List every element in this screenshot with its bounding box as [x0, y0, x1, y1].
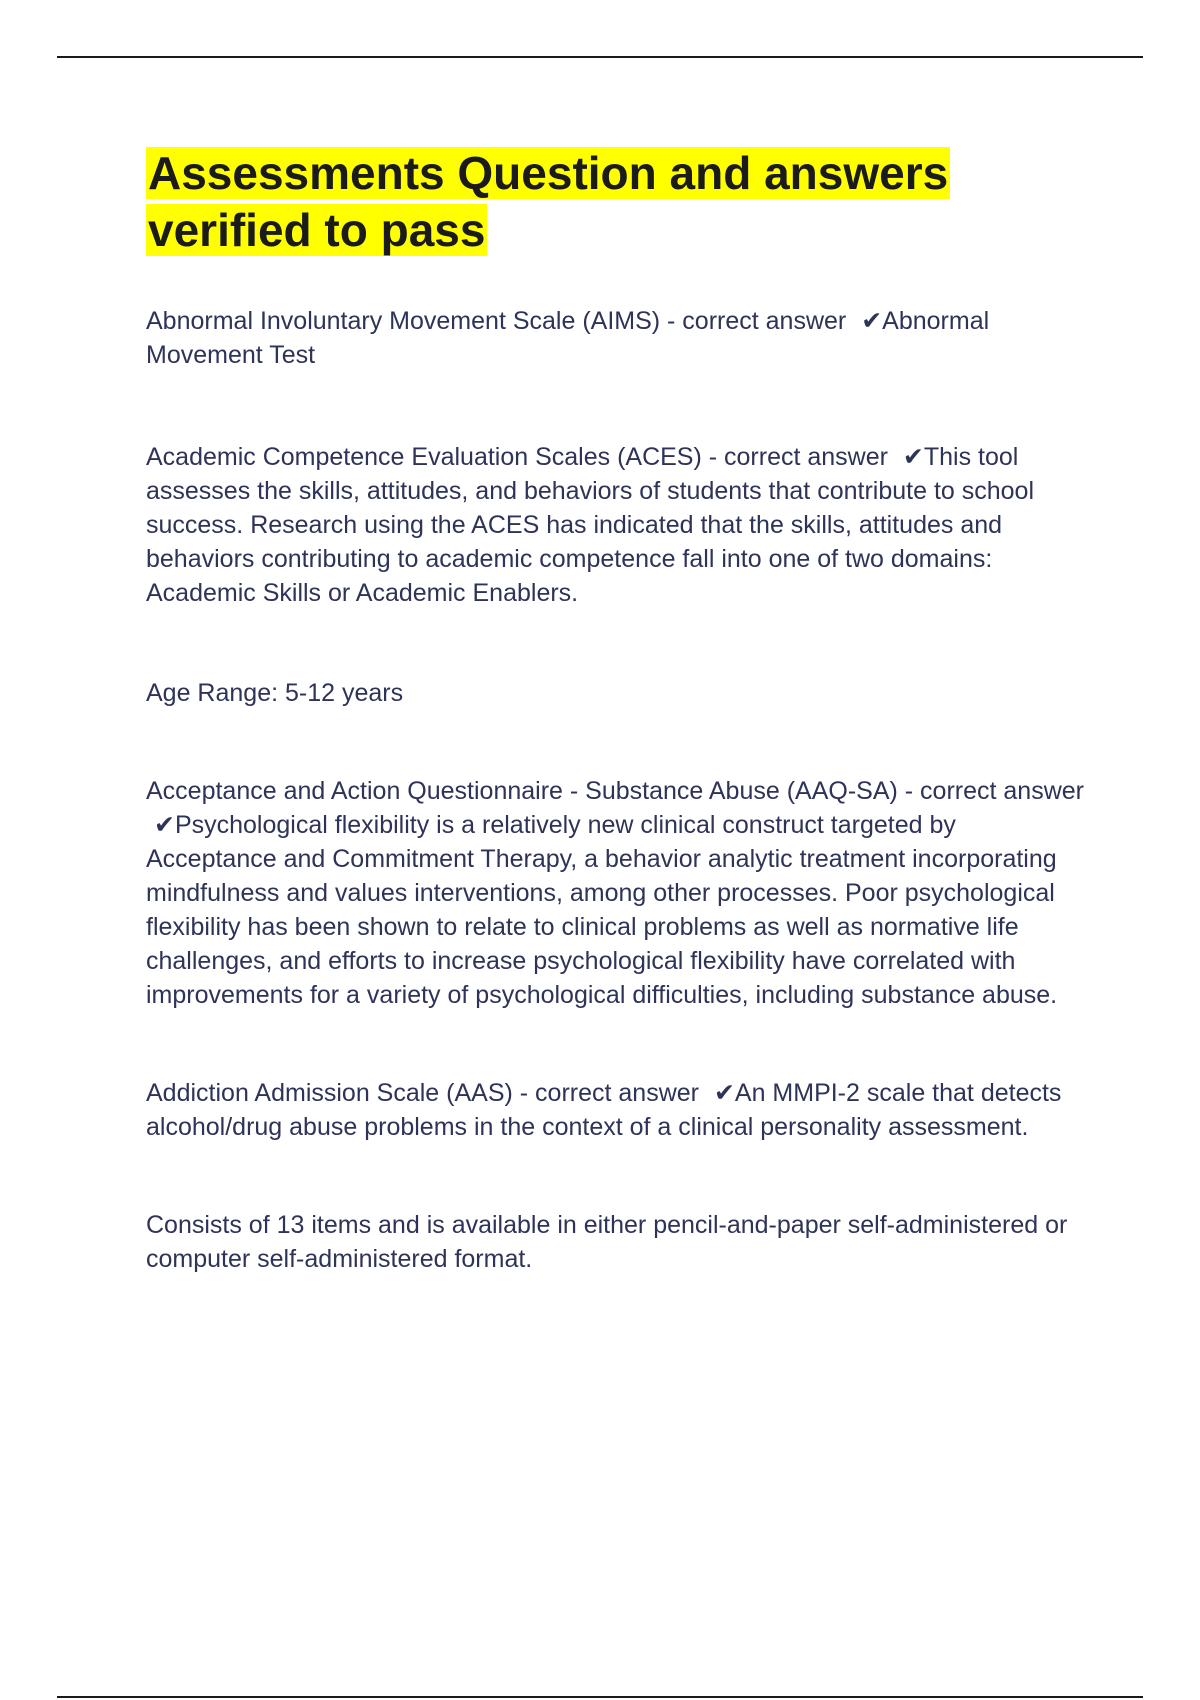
entry-term: Acceptance and Action Questionnaire - Substance Abuse (AAQ-SA) - correct answer [146, 777, 1084, 805]
entry-aas-format: Consists of 13 items and is available in either pencil-and-paper self-administered or computer self-administered format. [146, 1211, 1068, 1273]
bottom-rule [57, 1696, 1143, 1698]
entry-answer: Psychological flexibility is a relatively new clinical construct targeted by Acceptance and Commitment Therapy, a behavior analytic treatment incorporating mindfulness and values interventions, among other processes. Poor psychological flexibility has been shown to relate to clinical problems as well as normative life challenges, and efforts to increase psychological flexibility have correlated with improvements for a variety of psychological difficulties, including substance abuse. [146, 811, 1058, 1009]
entry-aces [146, 440, 1091, 610]
entry-term: Academic Competence Evaluation Scales (ACES) - correct answer [146, 443, 895, 471]
entry-term: Addiction Admission Scale (AAS) - correct answer [146, 1079, 706, 1107]
checkmark-icon: ✔ [902, 443, 924, 471]
checkmark-icon: ✔ [154, 811, 175, 839]
entry-aims [146, 304, 1091, 372]
checkmark-icon: ✔ [713, 1079, 735, 1107]
document-title [146, 145, 1091, 259]
document-body [146, 145, 1091, 1276]
entry-answer: This tool assesses the skills, attitudes, and behaviors of students that contribute to school success. Research using the ACES has indicated that the skills, attitudes and behaviors contributing to academic competence fall into one of two domains: Academic Skills or Academic Enablers. [146, 443, 1035, 607]
title-highlight: Assessments Question and answers verified to pass [148, 147, 949, 256]
entry-answer: Abnormal Movement Test [146, 307, 990, 369]
entry-term: Abnormal Involuntary Movement Scale (AIMS) - correct answer [146, 307, 854, 335]
entry-age-range: Age Range: 5-12 years [146, 679, 404, 707]
checkmark-icon: ✔ [861, 307, 883, 335]
entry-answer: An MMPI-2 scale that detects alcohol/drug abuse problems in the context of a clinical personality assessment. [146, 1079, 1062, 1141]
entry-aas [146, 1076, 1091, 1144]
top-rule [57, 56, 1143, 58]
entry-aaq-sa [146, 774, 1091, 1012]
